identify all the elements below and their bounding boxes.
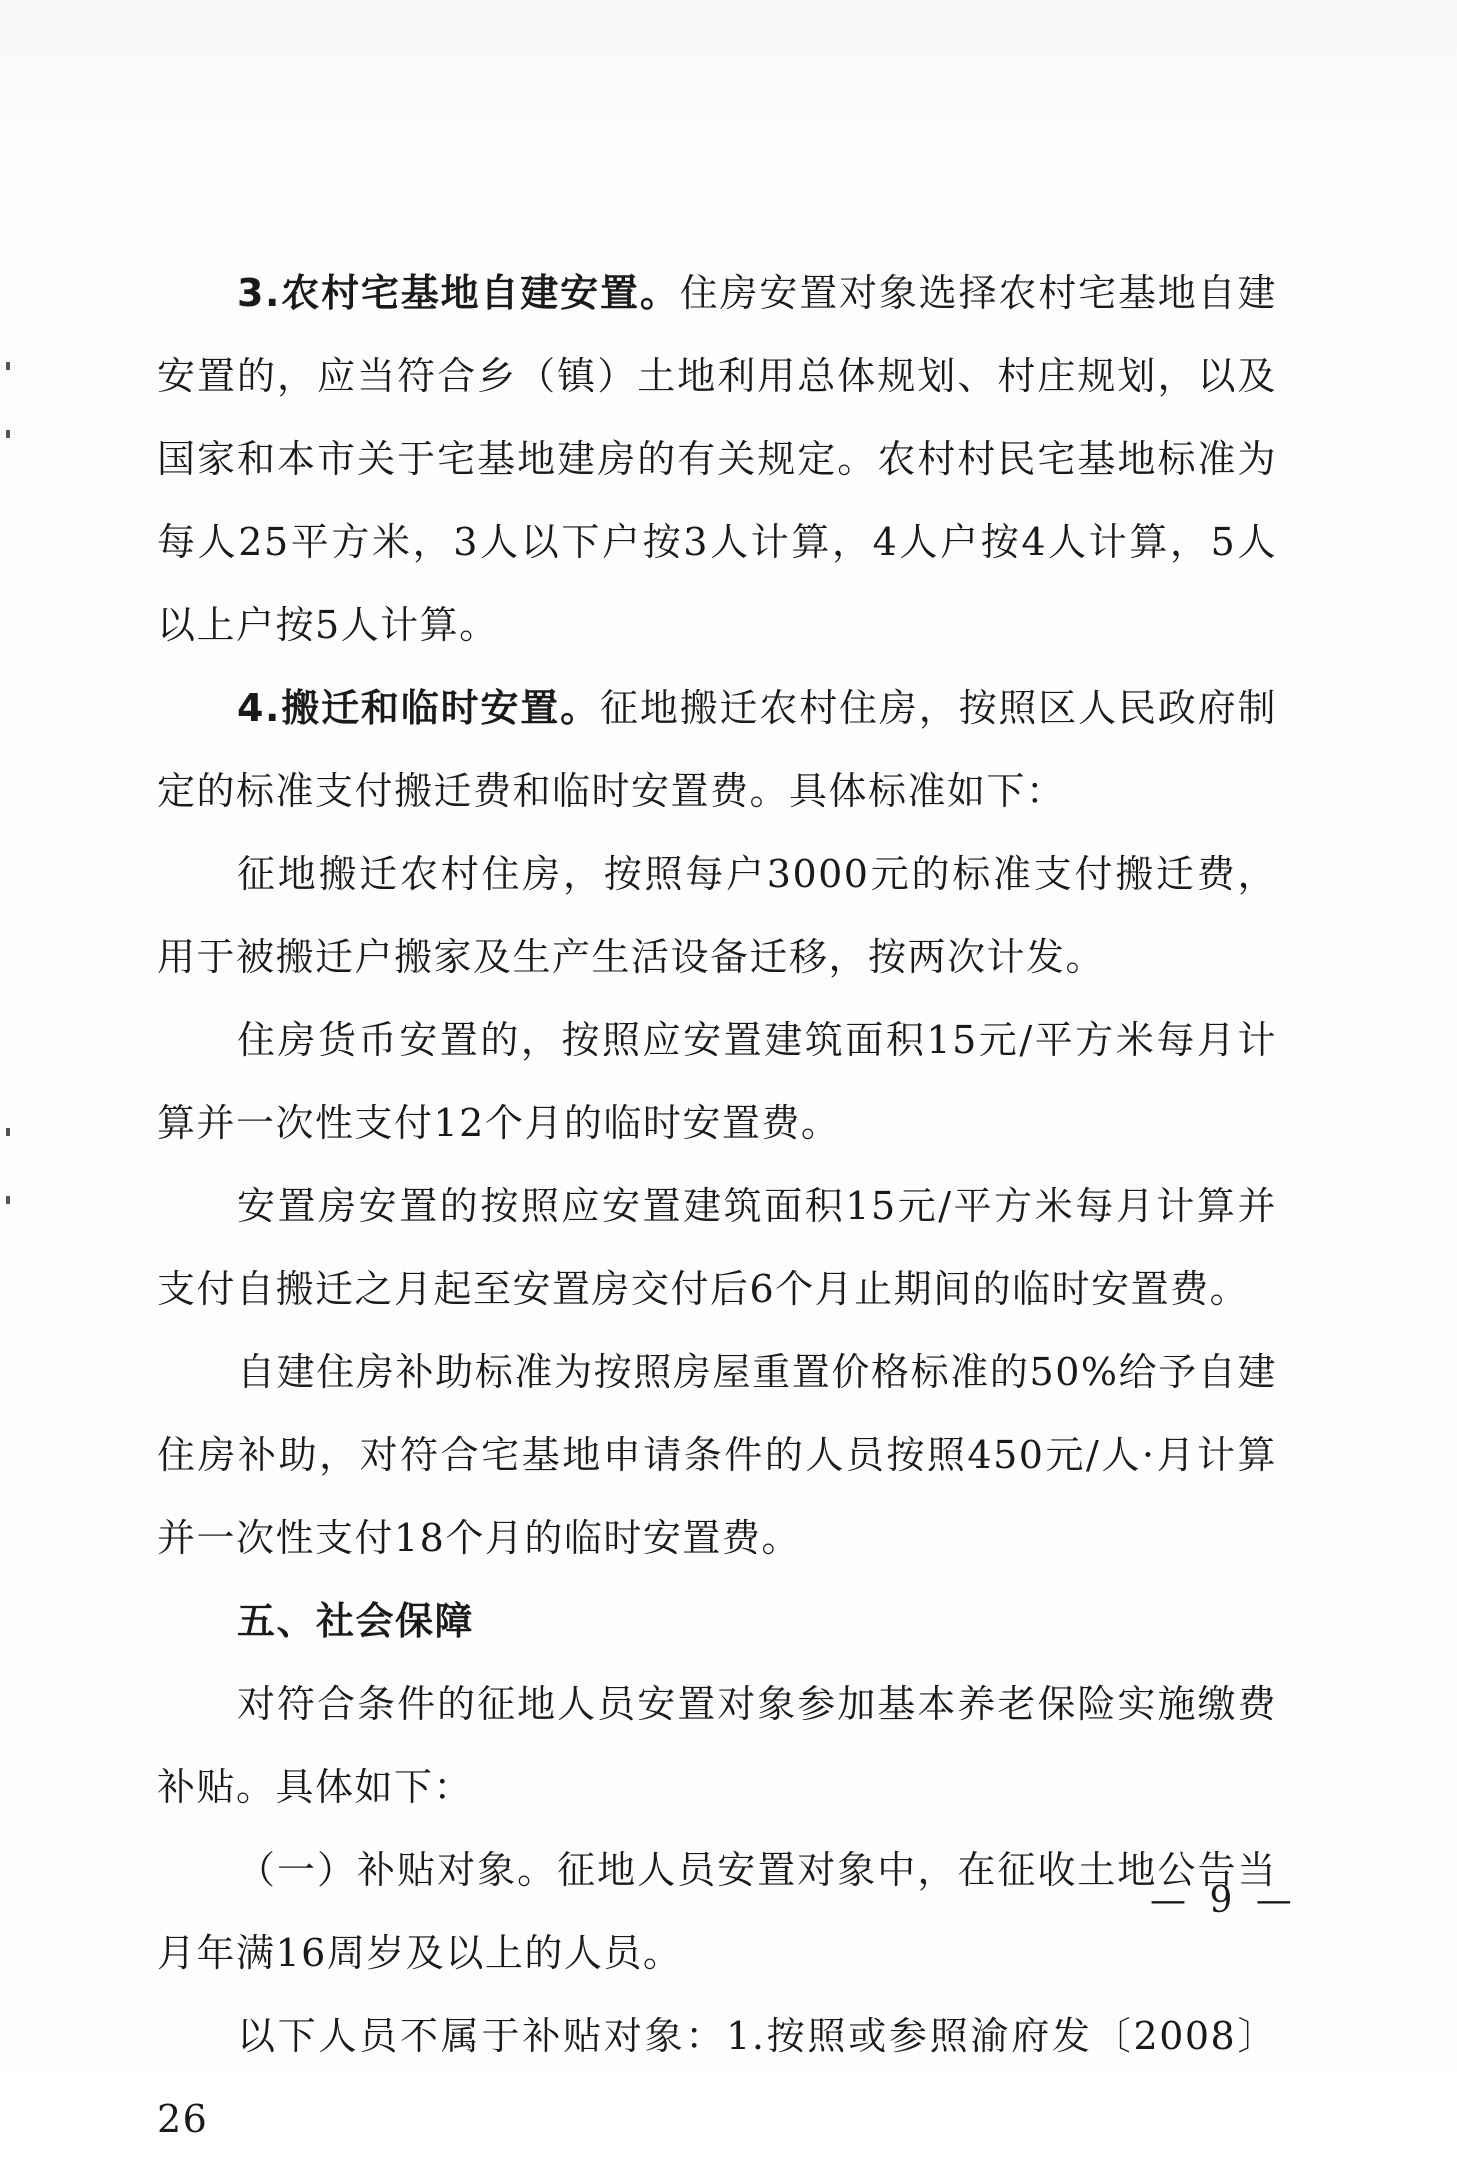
body-text: [157, 252, 1277, 2161]
paragraph-lead: 3.农村宅基地自建安置。: [237, 271, 680, 315]
paragraph-text: 住房安置对象选择农村宅基地自建安置的，应当符合乡（镇）土地利用总体规划、村庄规划，以及国家和本市关于宅基地建房的有关规定。农村村民宅基地标准为每人25平方米，3人以下户按3人计算，4人户按4人计算，5人以上户按5人计算。: [157, 271, 1277, 647]
paragraph: [157, 1165, 1277, 1331]
binding-mark: [6, 362, 10, 370]
paragraph: [157, 1829, 1277, 1995]
binding-mark: [6, 1196, 10, 1204]
binding-mark: [6, 1128, 10, 1136]
paragraph: [157, 833, 1277, 999]
paragraph: [157, 1331, 1277, 1580]
paragraph-text: 对符合条件的征地人员安置对象参加基本养老保险实施缴费补贴。具体如下：: [157, 1682, 1277, 1809]
section-heading: [157, 1580, 1277, 1663]
paragraph-text: 五、社会保障: [237, 1599, 475, 1643]
paragraph-text: 自建住房补助标准为按照房屋重置价格标准的50%给予自建住房补助，对符合宅基地申请条件的人员按照450元/人·月计算并一次性支付18个月的临时安置费。: [157, 1350, 1277, 1560]
paragraph: [157, 1995, 1277, 2161]
page-number: — 9 —: [1150, 1880, 1298, 1921]
paragraph-text: 住房货币安置的，按照应安置建筑面积15元/平方米每月计算并一次性支付12个月的临时安置费。: [157, 1018, 1277, 1145]
paragraph: [157, 667, 1277, 833]
paragraph-text: （一）补贴对象。征地人员安置对象中，在征收土地公告当月年满16周岁及以上的人员。: [157, 1848, 1277, 1975]
paragraph-text: 征地搬迁农村住房，按照每户3000元的标准支付搬迁费，用于被搬迁户搬家及生产生活设备迁移，按两次计发。: [157, 852, 1277, 979]
paragraph-text: 以下人员不属于补贴对象：1.按照或参照渝府发〔2008〕26: [157, 2014, 1277, 2141]
paragraph: [157, 999, 1277, 1165]
paragraph-lead: 4.搬迁和临时安置。: [237, 686, 600, 730]
paragraph: [157, 1663, 1277, 1829]
scan-shadow: [0, 0, 1457, 170]
paragraph-text: 安置房安置的按照应安置建筑面积15元/平方米每月计算并支付自搬迁之月起至安置房交付后6个月止期间的临时安置费。: [157, 1184, 1277, 1311]
paragraph: [157, 252, 1277, 667]
paragraph-text: 征地搬迁农村住房，按照区人民政府制定的标准支付搬迁费和临时安置费。具体标准如下：: [157, 686, 1277, 813]
binding-mark: [6, 430, 10, 438]
